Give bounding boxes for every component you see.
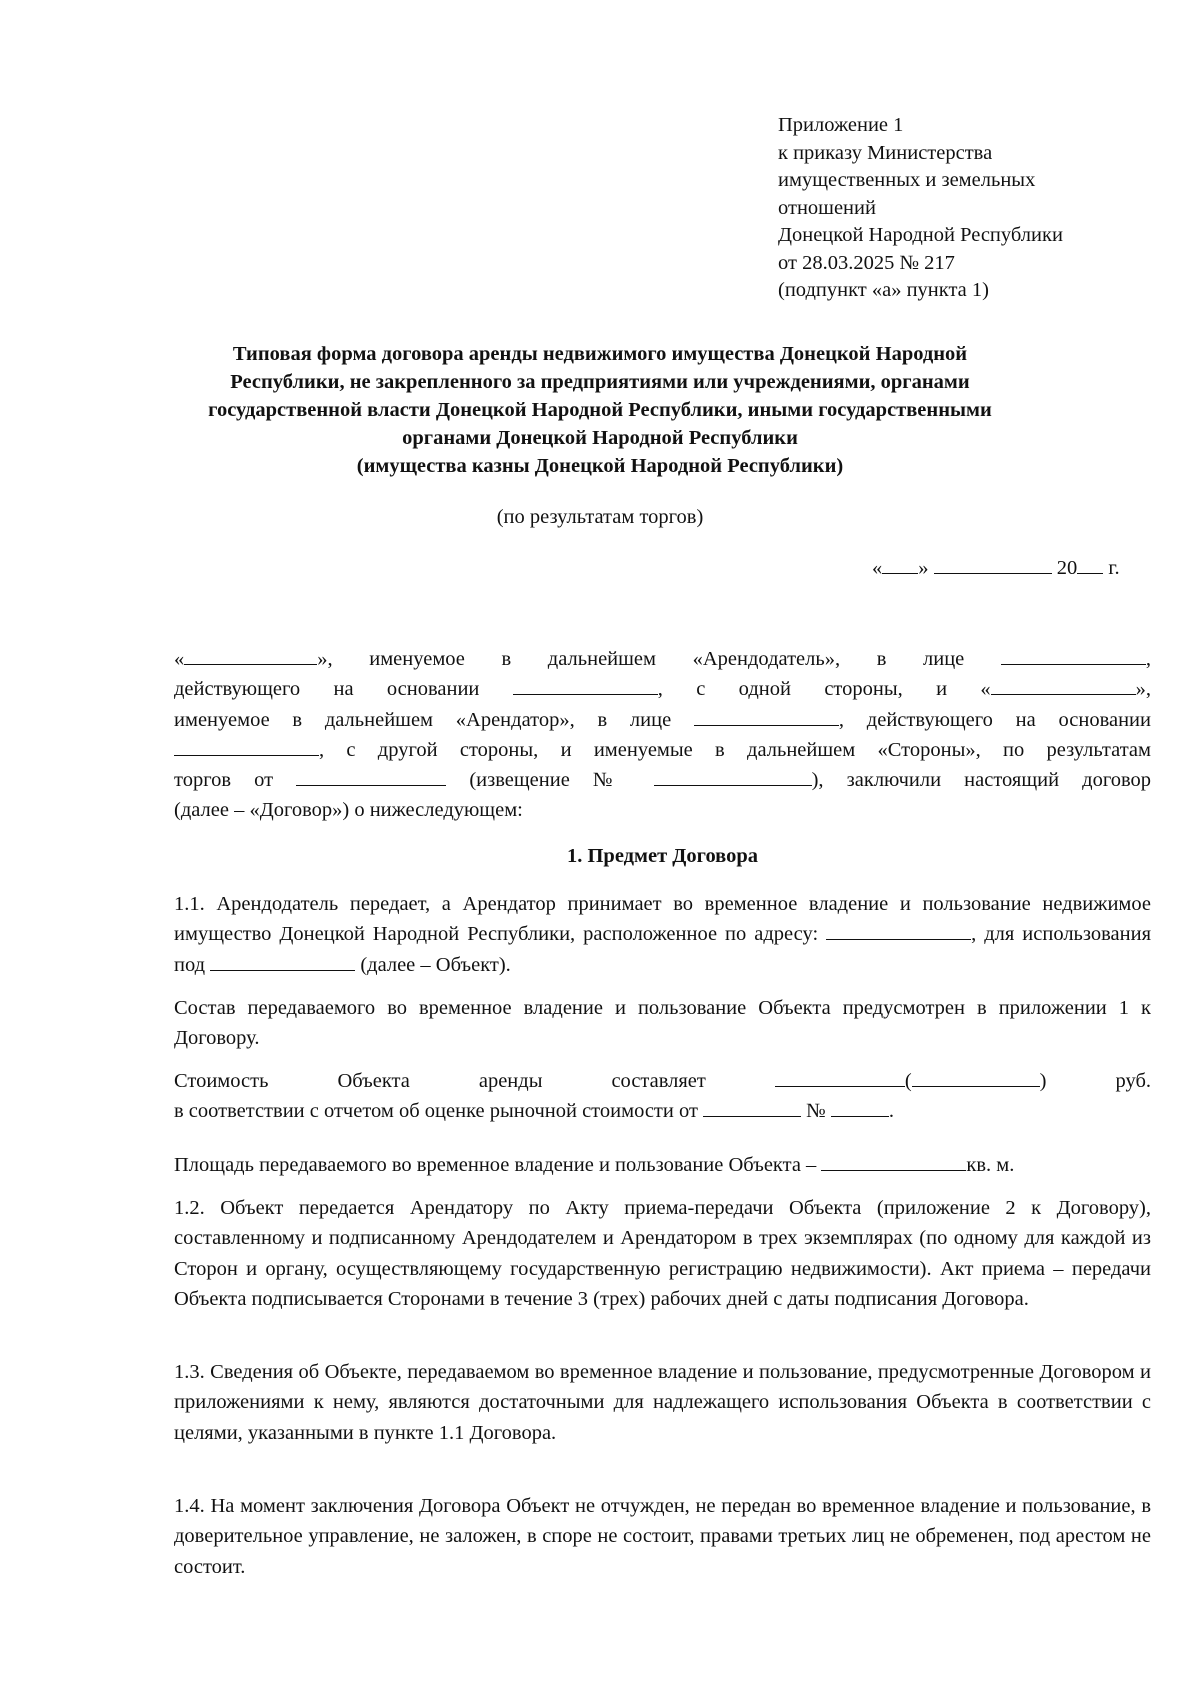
preamble-line: , с другой стороны, и именуемые в дальнейшем «Стороны», по результатам	[174, 735, 1151, 765]
appendix-line: от 28.03.2025 № 217	[778, 251, 955, 274]
area-blank[interactable]	[821, 1153, 966, 1171]
clause-1-1	[174, 889, 1151, 980]
lessee-basis-blank[interactable]	[174, 738, 319, 756]
cost-number-blank[interactable]	[775, 1069, 905, 1087]
appendix-line: Приложение 1	[778, 114, 904, 136]
area-paragraph	[174, 1150, 1151, 1180]
area-text: Площадь передаваемого во временное владение и пользование Объекта – кв. м.	[174, 1154, 1015, 1176]
preamble-line: действующего на основании , с одной стороны, и « »,	[174, 678, 1152, 701]
clause-1-3	[174, 1357, 1151, 1448]
document-title	[170, 340, 1030, 480]
cost-paragraph	[174, 1066, 1151, 1127]
preamble-line: « », именуемое в дальнейшем «Арендодатель», в лице ,	[174, 648, 1152, 670]
lessor-basis-blank[interactable]	[513, 677, 658, 695]
cost-line: Стоимость Объекта аренды составляет ( ) руб.	[174, 1066, 1151, 1096]
title-line: Республики, не закрепленного за предприятиями или учреждениями, органами	[230, 371, 970, 393]
lessee-name-blank[interactable]	[991, 677, 1136, 695]
preamble-line: торгов от (извещение № ), заключили настоящий договор	[174, 769, 1152, 792]
year-suffix: г.	[1108, 557, 1120, 579]
auction-date-blank[interactable]	[296, 768, 446, 786]
lessee-representative-blank[interactable]	[694, 708, 839, 726]
date-line	[872, 556, 1120, 580]
title-line: государственной власти Донецкой Народной Республики, иными государственными	[208, 399, 992, 421]
title-line: Типовая форма договора аренды недвижимого имущества Донецкой Народной	[232, 343, 968, 365]
section-heading: 1. Предмет Договора	[566, 845, 759, 867]
notice-number-blank[interactable]	[654, 768, 812, 786]
preamble-line: именуемое в дальнейшем «Арендатор», в лице , действующего на основании	[174, 708, 1151, 731]
lessor-name-blank[interactable]	[184, 647, 317, 665]
composition-text: Состав передаваемого во временное владение и пользование Объекта предусмотрен в приложении 1 к Договору.	[174, 997, 1151, 1050]
appendix-line: Донецкой Народной Республики	[778, 224, 1063, 246]
title-line: (имущества казны Донецкой Народной Республики)	[356, 455, 844, 477]
clause-1-4-text: 1.4. На момент заключения Договора Объект не отчужден, не передан во временное владение и пользование, в доверительное управление, не заложен, в споре не состоит, правами третьих лиц не обременен, под арестом не состоит.	[174, 1495, 1151, 1578]
document-subtitle: (по результатам торгов)	[496, 506, 704, 528]
clause-1-4	[174, 1491, 1151, 1582]
lessor-representative-blank[interactable]	[1001, 647, 1146, 665]
appendix-line: отношений	[778, 196, 876, 219]
clause-1-3-text: 1.3. Сведения об Объекте, передаваемом во временное владение и пользование, предусмотренные Договором и приложениями к нему, являются достаточными для надлежащего использования Объекта в соответствии с целями, указанными в пункте 1.1 Договора.	[174, 1361, 1151, 1444]
cost-words-blank[interactable]	[912, 1069, 1040, 1087]
appraisal-date-blank[interactable]	[703, 1099, 801, 1117]
cost-amount: ( )	[775, 1066, 1047, 1096]
preamble-line: (далее – «Договор») о нижеследующем:	[174, 799, 523, 822]
clause-1-2-text: 1.2. Объект передается Арендатору по Акту приема-передачи Объекта (приложение 2 к Договору), составленному и подписанному Арендодателем и Арендатором в трех экземплярах (по одному для каждой из Сторон и органу, осуществляющему государственную регистрацию недвижимости). Акт приема – передачи Объекта подписывается Сторонами в течение 3 (трех) рабочих дней с даты подписания Договора.	[174, 1197, 1151, 1310]
cost-line-2: в соответствии с отчетом об оценке рыночной стоимости от № .	[174, 1100, 894, 1123]
appendix-line: имущественных и земельных	[778, 169, 1036, 191]
appendix-header	[778, 112, 1063, 305]
title-line: органами Донецкой Народной Республики	[402, 427, 798, 449]
clause-1-2	[174, 1193, 1151, 1314]
appraisal-number-blank[interactable]	[831, 1099, 889, 1117]
appendix-line: к приказу Министерства	[778, 141, 993, 164]
purpose-blank[interactable]	[210, 953, 355, 971]
day-blank[interactable]	[882, 556, 918, 574]
date-open-quote: «	[872, 557, 883, 579]
date-close-quote: »	[918, 557, 929, 579]
year-prefix: 20	[1056, 557, 1078, 579]
composition-paragraph	[174, 993, 1151, 1054]
preamble	[174, 644, 1151, 826]
month-blank[interactable]	[934, 556, 1052, 574]
appendix-line: (подпункт «а» пункта 1)	[778, 279, 989, 301]
year-blank[interactable]	[1077, 556, 1103, 574]
address-blank[interactable]	[826, 922, 971, 940]
clause-1-1-text: 1.1. Арендодатель передает, а Арендатор принимает во временное владение и пользование недвижимое имущество Донецкой Народной Республики, расположенное по адресу: , для использования под (далее – Объект).	[174, 893, 1152, 976]
